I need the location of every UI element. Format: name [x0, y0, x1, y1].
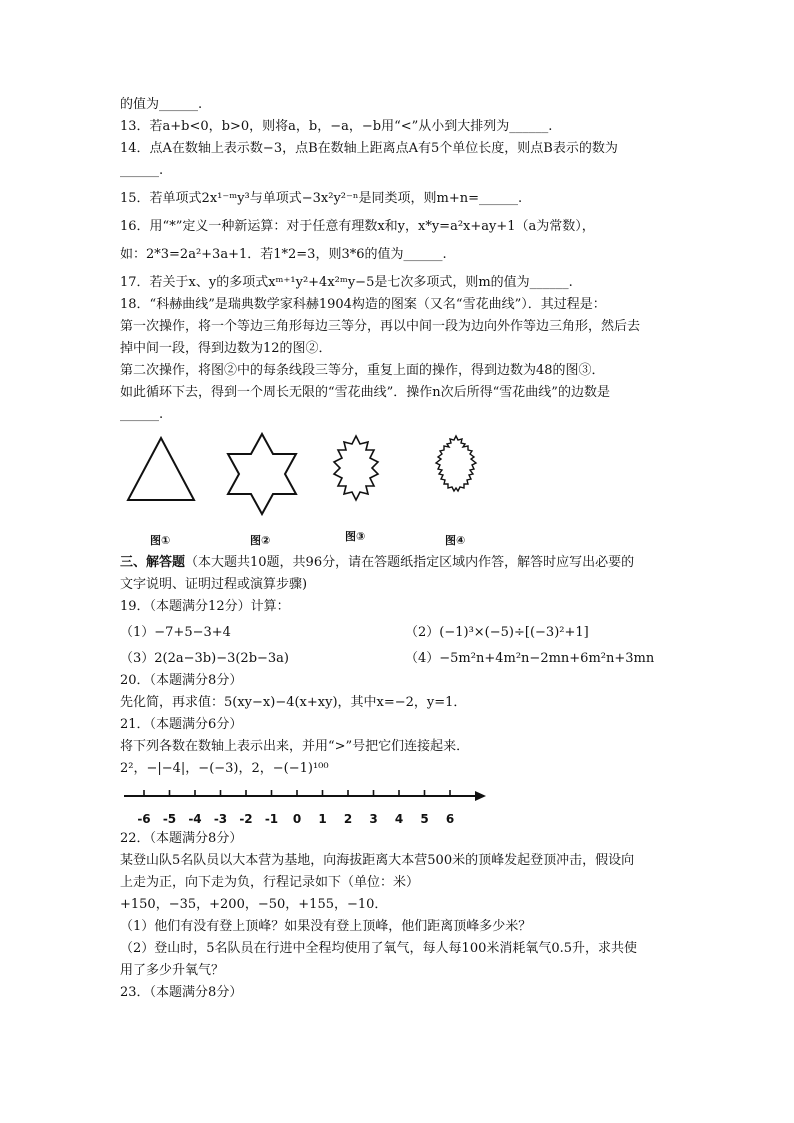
question-22-body: 某登山队5名队员以大本营为基地，向海拔距离大本营500米的顶峰发起登顶冲击，假设向	[120, 853, 635, 868]
q19-part-2: （2）(−1)³×(−5)÷[(−3)²+1]	[405, 625, 589, 640]
question-23-head: 23．（本题满分8分）	[120, 985, 243, 1000]
section-3-title: 三、解答题	[120, 555, 186, 570]
question-13: 13．若a+b<0，b>0，则将a，b，−a，−b用“<”从小到大排列为______.	[120, 119, 553, 134]
number-line-tick-label: 6	[445, 812, 455, 826]
section-3-desc-cont: 文字说明、证明过程或演算步骤)	[120, 577, 308, 592]
question-19-head: 19．（本题满分12分）计算：	[120, 599, 290, 614]
question-19-row2	[120, 644, 680, 670]
question-20-head: 20．（本题满分8分）	[120, 673, 243, 688]
question-20-body: 先化简，再求值：5(xy−x)−4(x+xy)，其中x=−2，y=1．	[120, 695, 467, 710]
number-line-tick-label: -3	[213, 812, 228, 826]
q19-part-3: （3）2(2a−3b)−3(2b−3a)	[120, 651, 290, 666]
figure-2-star	[220, 430, 305, 530]
number-line-tick-label: 0	[292, 812, 302, 826]
question-16: 16．用“*”定义一种新运算：对于任意有理数x和y，x*y=a²x+ay+1（a为常数），	[120, 219, 595, 234]
number-line-tick-label: 1	[318, 812, 327, 826]
number-line-tick-label: -4	[188, 812, 202, 826]
question-18: 18．“科赫曲线”是瑞典数学家科赫1904构造的图案（又名“雪花曲线”）．其过程是：	[120, 297, 606, 312]
question-18-step1-cont: 掉中间一段，得到边数为12的图②．	[120, 341, 332, 356]
question-22-sub1: （1）他们有没有登上顶峰？如果没有登上顶峰，他们距离顶峰多少米？	[120, 919, 532, 934]
number-line-axis	[120, 784, 490, 808]
figure-1-triangle	[126, 430, 196, 530]
question-22-sub2: （2）登山时，5名队员在行进中全程均使用了氧气，每人每100米消耗氧气0.5升，求共使	[120, 941, 638, 956]
q19-part-4: （4）−5m²n+4m²n−2mn+6m²n+3mn	[405, 651, 655, 666]
figure-4-label: 图④	[445, 534, 466, 547]
question-18-step1: 第一次操作，将一个等边三角形每边三等分，再以中间一段为边向外作等边三角形，然后去	[120, 319, 641, 334]
number-line-tick-label: 3	[369, 812, 378, 826]
question-22-head: 22．（本题满分8分）	[120, 831, 243, 846]
question-22-body-cont: 上走为正，向下走为负，行程记录如下（单位：米）	[120, 875, 420, 890]
figure-2-label: 图②	[250, 534, 271, 547]
question-15: 15．若单项式2x¹⁻ᵐy³与单项式−3x²y²⁻ⁿ是同类项，则m+n=______.	[120, 191, 523, 206]
question-16-example: 如：2*3=2a²+3a+1．若1*2=3，则3*6的值为______.	[120, 247, 447, 262]
number-line-tick-label: -2	[239, 812, 253, 826]
line-q12-end: 的值为______.	[120, 97, 203, 112]
figure-4-snowflake	[416, 430, 496, 530]
figure-1-label: 图①	[150, 534, 171, 547]
question-14: 14．点A在数轴上表示数−3，点B在数轴上距离点A有5个单位长度，则点B表示的数为	[120, 141, 618, 156]
figure-3-snowflake	[316, 430, 396, 530]
section-3-desc: （本大题共10题，共96分，请在答题纸指定区域内作答，解答时应写出必要的	[185, 555, 635, 570]
figure-3-label: 图③	[345, 530, 366, 543]
question-14-blank: ______.	[120, 163, 164, 178]
number-line-tick-label: -1	[264, 812, 279, 826]
question-18-blank: ______.	[120, 407, 164, 422]
number-line-tick-label: -5	[162, 812, 177, 826]
exam-page	[120, 94, 680, 1004]
question-21-body: 将下列各数在数轴上表示出来，并用“>”号把它们连接起来．	[120, 739, 470, 754]
question-19-row1	[120, 618, 680, 644]
section-3-header	[120, 552, 680, 574]
number-line-tick-label: 5	[420, 812, 429, 826]
koch-figures	[120, 430, 680, 552]
question-21-numbers: 2²，−|−4|，−(−3)，2，−(−1)¹⁰⁰	[120, 761, 329, 776]
question-21-head: 21．（本题满分6分）	[120, 717, 243, 732]
question-18-conclusion: 如此循环下去，得到一个周长无限的“雪花曲线”．操作n次后所得“雪花曲线”的边数是	[120, 385, 610, 400]
q19-part-1: （1）−7+5−3+4	[120, 625, 231, 640]
question-22-records: +150，−35，+200，−50，+155，−10．	[120, 897, 388, 912]
question-18-step2: 第二次操作，将图②中的每条线段三等分，重复上面的操作，得到边数为48的图③．	[120, 363, 605, 378]
question-22-sub2-cont: 用了多少升氧气？	[120, 963, 225, 978]
number-line	[120, 784, 680, 828]
number-line-tick-label: -6	[137, 812, 151, 826]
number-line-tick-label: 4	[394, 812, 404, 826]
number-line-tick-label: 2	[343, 812, 353, 826]
question-17: 17．若关于x、y的多项式xᵐ⁺¹y²+4x²ᵐy−5是七次多项式，则m的值为______.	[120, 275, 573, 290]
